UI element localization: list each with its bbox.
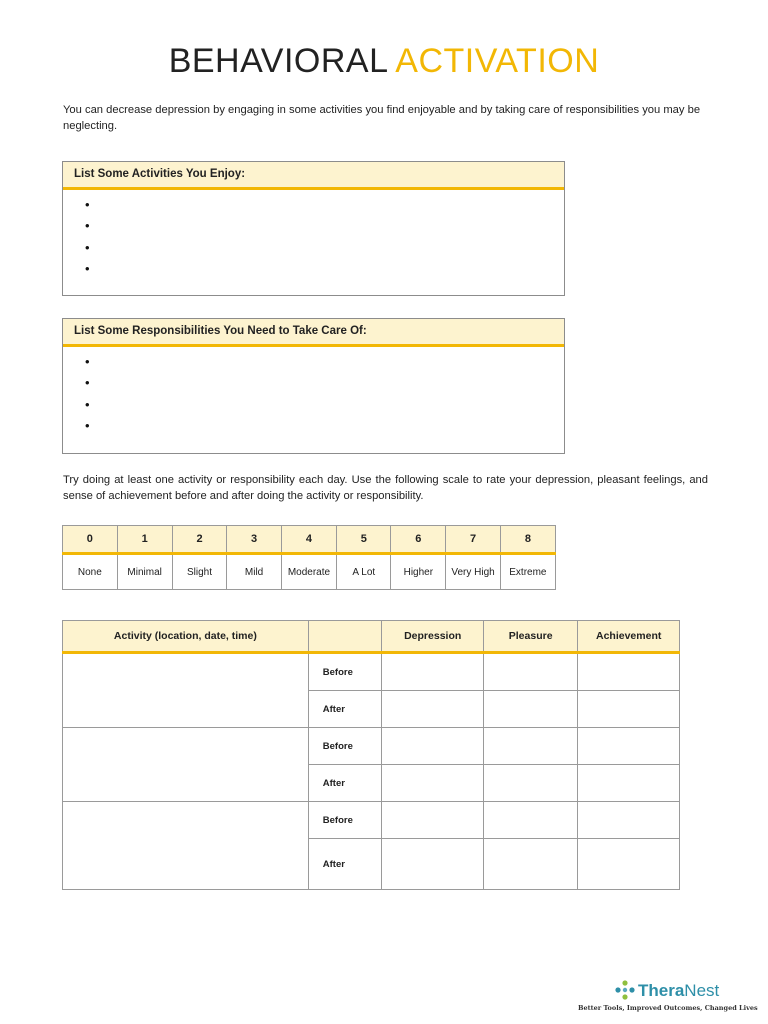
pleasure-cell[interactable] bbox=[483, 839, 577, 890]
scale-number: 5 bbox=[337, 526, 391, 554]
achievement-cell[interactable] bbox=[578, 653, 680, 691]
pleasure-cell[interactable] bbox=[483, 728, 577, 765]
scale-number: 8 bbox=[500, 526, 555, 554]
bullet: • bbox=[85, 239, 90, 255]
activity-column-header: Activity (location, date, time) bbox=[63, 621, 309, 653]
logo-word-nest: Nest bbox=[684, 981, 720, 1000]
before-label: Before bbox=[308, 802, 382, 839]
scale-label: Mild bbox=[227, 554, 281, 590]
after-label: After bbox=[308, 691, 382, 728]
intro-text: You can decrease depression by engaging in some activities you find enjoyable and by taking care of responsibilities you may be neglecting. bbox=[63, 104, 701, 132]
responsibilities-heading: List Some Responsibilities You Need to Take Care Of: bbox=[63, 319, 564, 347]
list-item[interactable] bbox=[85, 373, 564, 395]
pleasure-cell[interactable] bbox=[483, 691, 577, 728]
bullet: • bbox=[85, 218, 90, 234]
scale-label: Very High bbox=[446, 554, 501, 590]
scale-label: A Lot bbox=[337, 554, 391, 590]
pleasure-cell[interactable] bbox=[483, 765, 577, 802]
scale-label: None bbox=[63, 554, 118, 590]
depression-cell[interactable] bbox=[382, 691, 484, 728]
activity-table-header bbox=[63, 621, 680, 653]
logo-tagline: Better Tools, Improved Outcomes, Changed Lives bbox=[578, 1004, 758, 1012]
title-part-2: ACTIVATION bbox=[395, 42, 600, 80]
scale-label: Minimal bbox=[117, 554, 172, 590]
before-label: Before bbox=[308, 728, 382, 765]
logo-word-thera: Thera bbox=[638, 981, 685, 1000]
list-item[interactable] bbox=[85, 216, 564, 238]
achievement-cell[interactable] bbox=[578, 839, 680, 890]
list-item[interactable] bbox=[85, 394, 564, 416]
achievement-cell[interactable] bbox=[578, 802, 680, 839]
scale-label: Moderate bbox=[281, 554, 336, 590]
bullet: • bbox=[85, 375, 90, 391]
after-label: After bbox=[308, 765, 382, 802]
depression-cell[interactable] bbox=[382, 728, 484, 765]
list-item[interactable] bbox=[85, 416, 564, 438]
phase-column-header bbox=[308, 621, 382, 653]
bullet: • bbox=[85, 196, 90, 212]
scale-number: 0 bbox=[63, 526, 118, 554]
rating-scale-table bbox=[62, 525, 556, 590]
logo-wordmark bbox=[638, 981, 719, 1001]
activity-cell[interactable] bbox=[63, 802, 309, 890]
activities-enjoy-list bbox=[63, 190, 564, 280]
pleasure-cell[interactable] bbox=[483, 802, 577, 839]
pleasure-column-header: Pleasure bbox=[483, 621, 577, 653]
depression-cell[interactable] bbox=[382, 653, 484, 691]
scale-labels-row bbox=[63, 554, 556, 590]
title-part-1: BEHAVIORAL bbox=[168, 42, 388, 80]
scale-label: Slight bbox=[172, 554, 227, 590]
activity-log-table bbox=[62, 620, 680, 890]
pleasure-cell[interactable] bbox=[483, 653, 577, 691]
bullet: • bbox=[85, 353, 90, 369]
bullet: • bbox=[85, 418, 90, 434]
scale-number: 6 bbox=[391, 526, 446, 554]
activity-cell[interactable] bbox=[63, 653, 309, 728]
achievement-cell[interactable] bbox=[578, 691, 680, 728]
scale-number: 1 bbox=[117, 526, 172, 554]
scale-label: Extreme bbox=[500, 554, 555, 590]
table-row bbox=[63, 802, 680, 839]
after-label: After bbox=[308, 839, 382, 890]
activities-enjoy-box bbox=[62, 161, 565, 296]
achievement-cell[interactable] bbox=[578, 765, 680, 802]
before-label: Before bbox=[308, 653, 382, 691]
scale-number: 4 bbox=[281, 526, 336, 554]
depression-cell[interactable] bbox=[382, 802, 484, 839]
theranest-logo bbox=[572, 979, 758, 1019]
instructions-text: Try doing at least one activity or responsibility each day. Use the following scale to rate your depression, pleasant feelings, and sense of achievement before and after doing the activity or responsibility. bbox=[63, 474, 708, 502]
achievement-cell[interactable] bbox=[578, 728, 680, 765]
depression-cell[interactable] bbox=[382, 839, 484, 890]
list-item[interactable] bbox=[85, 351, 564, 373]
depression-cell[interactable] bbox=[382, 765, 484, 802]
scale-numbers-row bbox=[63, 526, 556, 554]
responsibilities-box bbox=[62, 318, 565, 454]
list-item[interactable] bbox=[85, 237, 564, 259]
activity-cell[interactable] bbox=[63, 728, 309, 802]
bullet: • bbox=[85, 396, 90, 412]
table-row bbox=[63, 653, 680, 691]
bullet: • bbox=[85, 261, 90, 277]
list-item[interactable] bbox=[85, 194, 564, 216]
activities-enjoy-heading: List Some Activities You Enjoy: bbox=[63, 162, 564, 190]
responsibilities-list bbox=[63, 347, 564, 437]
list-item[interactable] bbox=[85, 259, 564, 281]
scale-number: 7 bbox=[446, 526, 501, 554]
theranest-mark-icon bbox=[614, 979, 636, 1001]
scale-label: Higher bbox=[391, 554, 446, 590]
scale-number: 2 bbox=[172, 526, 227, 554]
depression-column-header: Depression bbox=[382, 621, 484, 653]
page-title bbox=[0, 38, 768, 84]
table-row bbox=[63, 728, 680, 765]
scale-number: 3 bbox=[227, 526, 281, 554]
achievement-column-header: Achievement bbox=[578, 621, 680, 653]
